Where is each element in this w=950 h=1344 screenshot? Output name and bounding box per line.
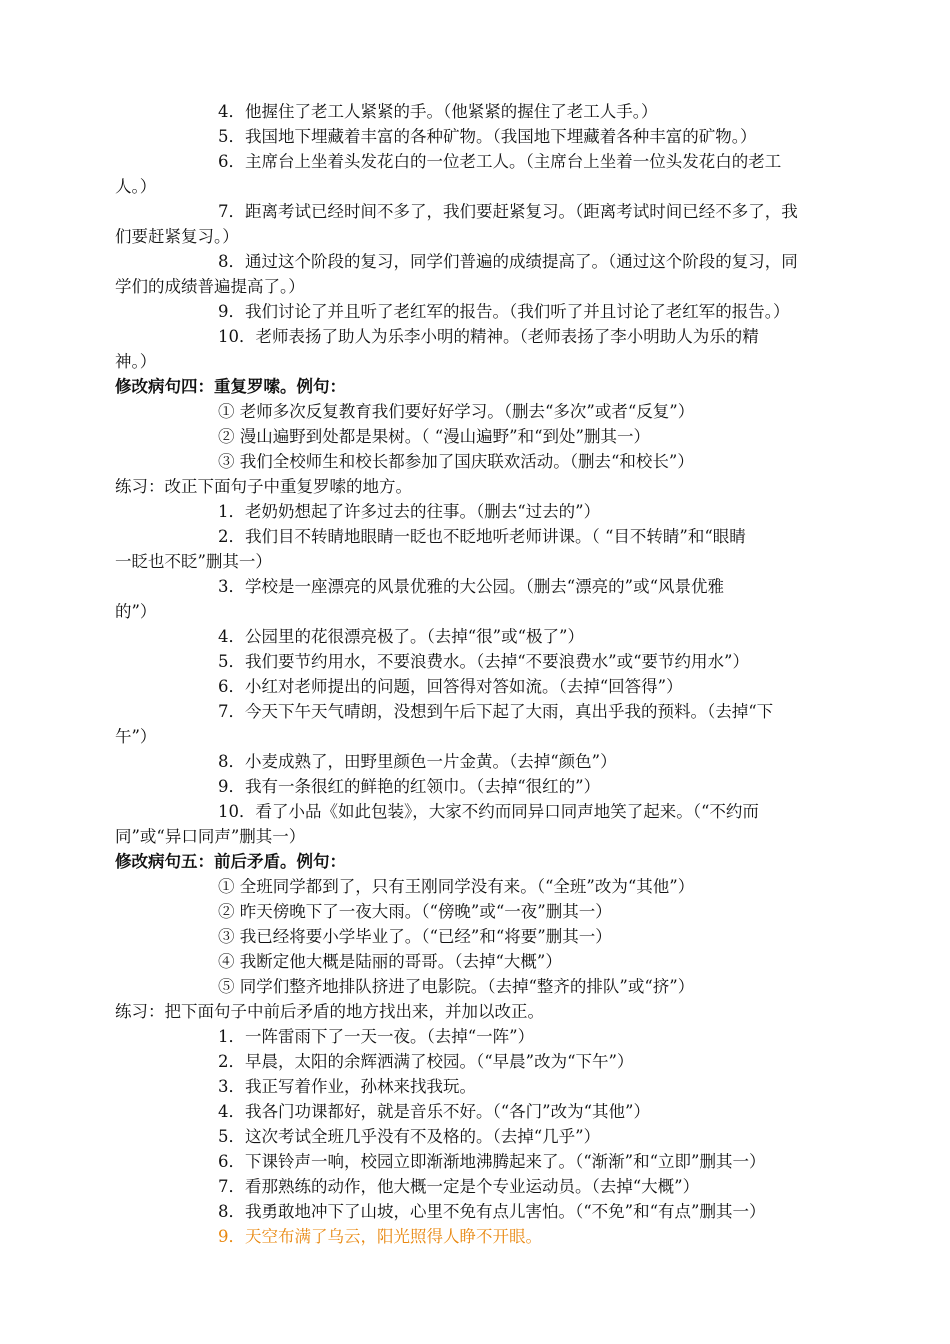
text-line: 10．老师表扬了助人为乐李小明的精神。（老师表扬了李小明助人为乐的精 [218,327,759,346]
text-line: 10．看了小品《如此包装》，大家不约而同异口同声地笑了起来。（“不约而 [218,802,759,821]
text-line: 9．我们讨论了并且听了老红军的报告。（我们听了并且讨论了老红军的报告。） [218,302,790,321]
text-line: 的”） [115,602,157,621]
example-line: ① 老师多次反复教育我们要好好学习。（删去“多次”或者“反复”） [218,402,695,421]
example-line: ② 昨天傍晚下了一夜大雨。（“傍晚”或“一夜”删其一） [218,902,612,921]
exercise-instruction: 练习：把下面句子中前后矛盾的地方找出来，并加以改正。 [115,1002,544,1021]
text-line: 8．小麦成熟了，田野里颜色一片金黄。（去掉“颜色”） [218,752,617,771]
text-line: 8．我勇敢地冲下了山坡，心里不免有点儿害怕。（“不免”和“有点”删其一） [218,1202,766,1221]
text-line: 7．今天下午天气晴朗，没想到午后下起了大雨，真出乎我的预料。（去掉“下 [218,702,774,721]
text-line: 5．这次考试全班几乎没有不及格的。（去掉“几乎”） [218,1127,601,1146]
text-line: 4．公园里的花很漂亮极了。（去掉“很”或“极了”） [218,627,584,646]
text-line: 5．我们要节约用水，不要浪费水。（去掉“不要浪费水”或“要节约用水”） [218,652,749,671]
text-line: 2．早晨，太阳的余辉洒满了校园。（“早晨”改为“下午”） [218,1052,634,1071]
section-heading: 修改病句四：重复罗嗦。例句： [115,377,346,396]
text-line: 1．老奶奶想起了许多过去的往事。（删去“过去的”） [218,502,601,521]
text-line: 7．距离考试已经时间不多了，我们要赶紧复习。（距离考试时间已经不多了，我 [218,202,798,221]
text-line: 1．一阵雷雨下了一天一夜。（去掉“一阵”） [218,1027,535,1046]
text-line: 5．我国地下埋藏着丰富的各种矿物。（我国地下埋藏着各种丰富的矿物。） [218,127,757,146]
highlighted-line: 9．天空布满了乌云，阳光照得人睁不开眼。 [218,1227,542,1246]
text-line: 4．他握住了老工人紧紧的手。（他紧紧的握住了老工人手。） [218,102,658,121]
text-line: 3．我正写着作业，孙林来找我玩。 [218,1077,476,1096]
text-line: 6．主席台上坐着头发花白的一位老工人。（主席台上坐着一位头发花白的老工 [218,152,782,171]
text-line: 3．学校是一座漂亮的风景优雅的大公园。（删去“漂亮的”或“风景优雅 [218,577,725,596]
example-line: ② 漫山遍野到处都是果树。（ “漫山遍野”和“到处”删其一） [218,427,650,446]
text-line: 神。） [115,352,157,371]
example-line: ⑤ 同学们整齐地排队挤进了电影院。（去掉“整齐的排队”或“挤”） [218,977,695,996]
text-line: 8．通过这个阶段的复习，同学们普遍的成绩提高了。（通过这个阶段的复习，同 [218,252,798,271]
example-line: ③ 我们全校师生和校长都参加了国庆联欢活动。（删去“和校长”） [218,452,694,471]
text-line: 6．下课铃声一响，校园立即渐渐地沸腾起来了。（“渐渐”和“立即”删其一） [218,1152,766,1171]
text-line: 同”或“异口同声”删其一） [115,827,306,846]
text-line: 7．看那熟练的动作，他大概一定是个专业运动员。（去掉“大概”） [218,1177,700,1196]
text-line: 2．我们目不转睛地眼睛一眨也不眨地听老师讲课。（ “目不转睛”和“眼睛 [218,527,746,546]
text-line: 学们的成绩普遍提高了。） [115,277,305,296]
text-line: 4．我各门功课都好，就是音乐不好。（“各门”改为“其他”） [218,1102,650,1121]
text-line: 6．小红对老师提出的问题，回答得对答如流。（去掉“回答得”） [218,677,683,696]
example-line: ③ 我已经将要小学毕业了。（“已经”和“将要”删其一） [218,927,612,946]
text-line: 午”） [115,727,157,746]
exercise-instruction: 练习：改正下面句子中重复罗嗦的地方。 [115,477,412,496]
text-line: 9．我有一条很红的鲜艳的红领巾。（去掉“很红的”） [218,777,601,796]
text-line: 人。） [115,177,157,196]
text-line: 一眨也不眨”删其一） [115,552,272,571]
text-line: 们要赶紧复习。） [115,227,239,246]
example-line: ① 全班同学都到了，只有王刚同学没有来。（“全班”改为“其他”） [218,877,695,896]
section-heading: 修改病句五：前后矛盾。例句： [115,852,346,871]
example-line: ④ 我断定他大概是陆丽的哥哥。（去掉“大概”） [218,952,562,971]
